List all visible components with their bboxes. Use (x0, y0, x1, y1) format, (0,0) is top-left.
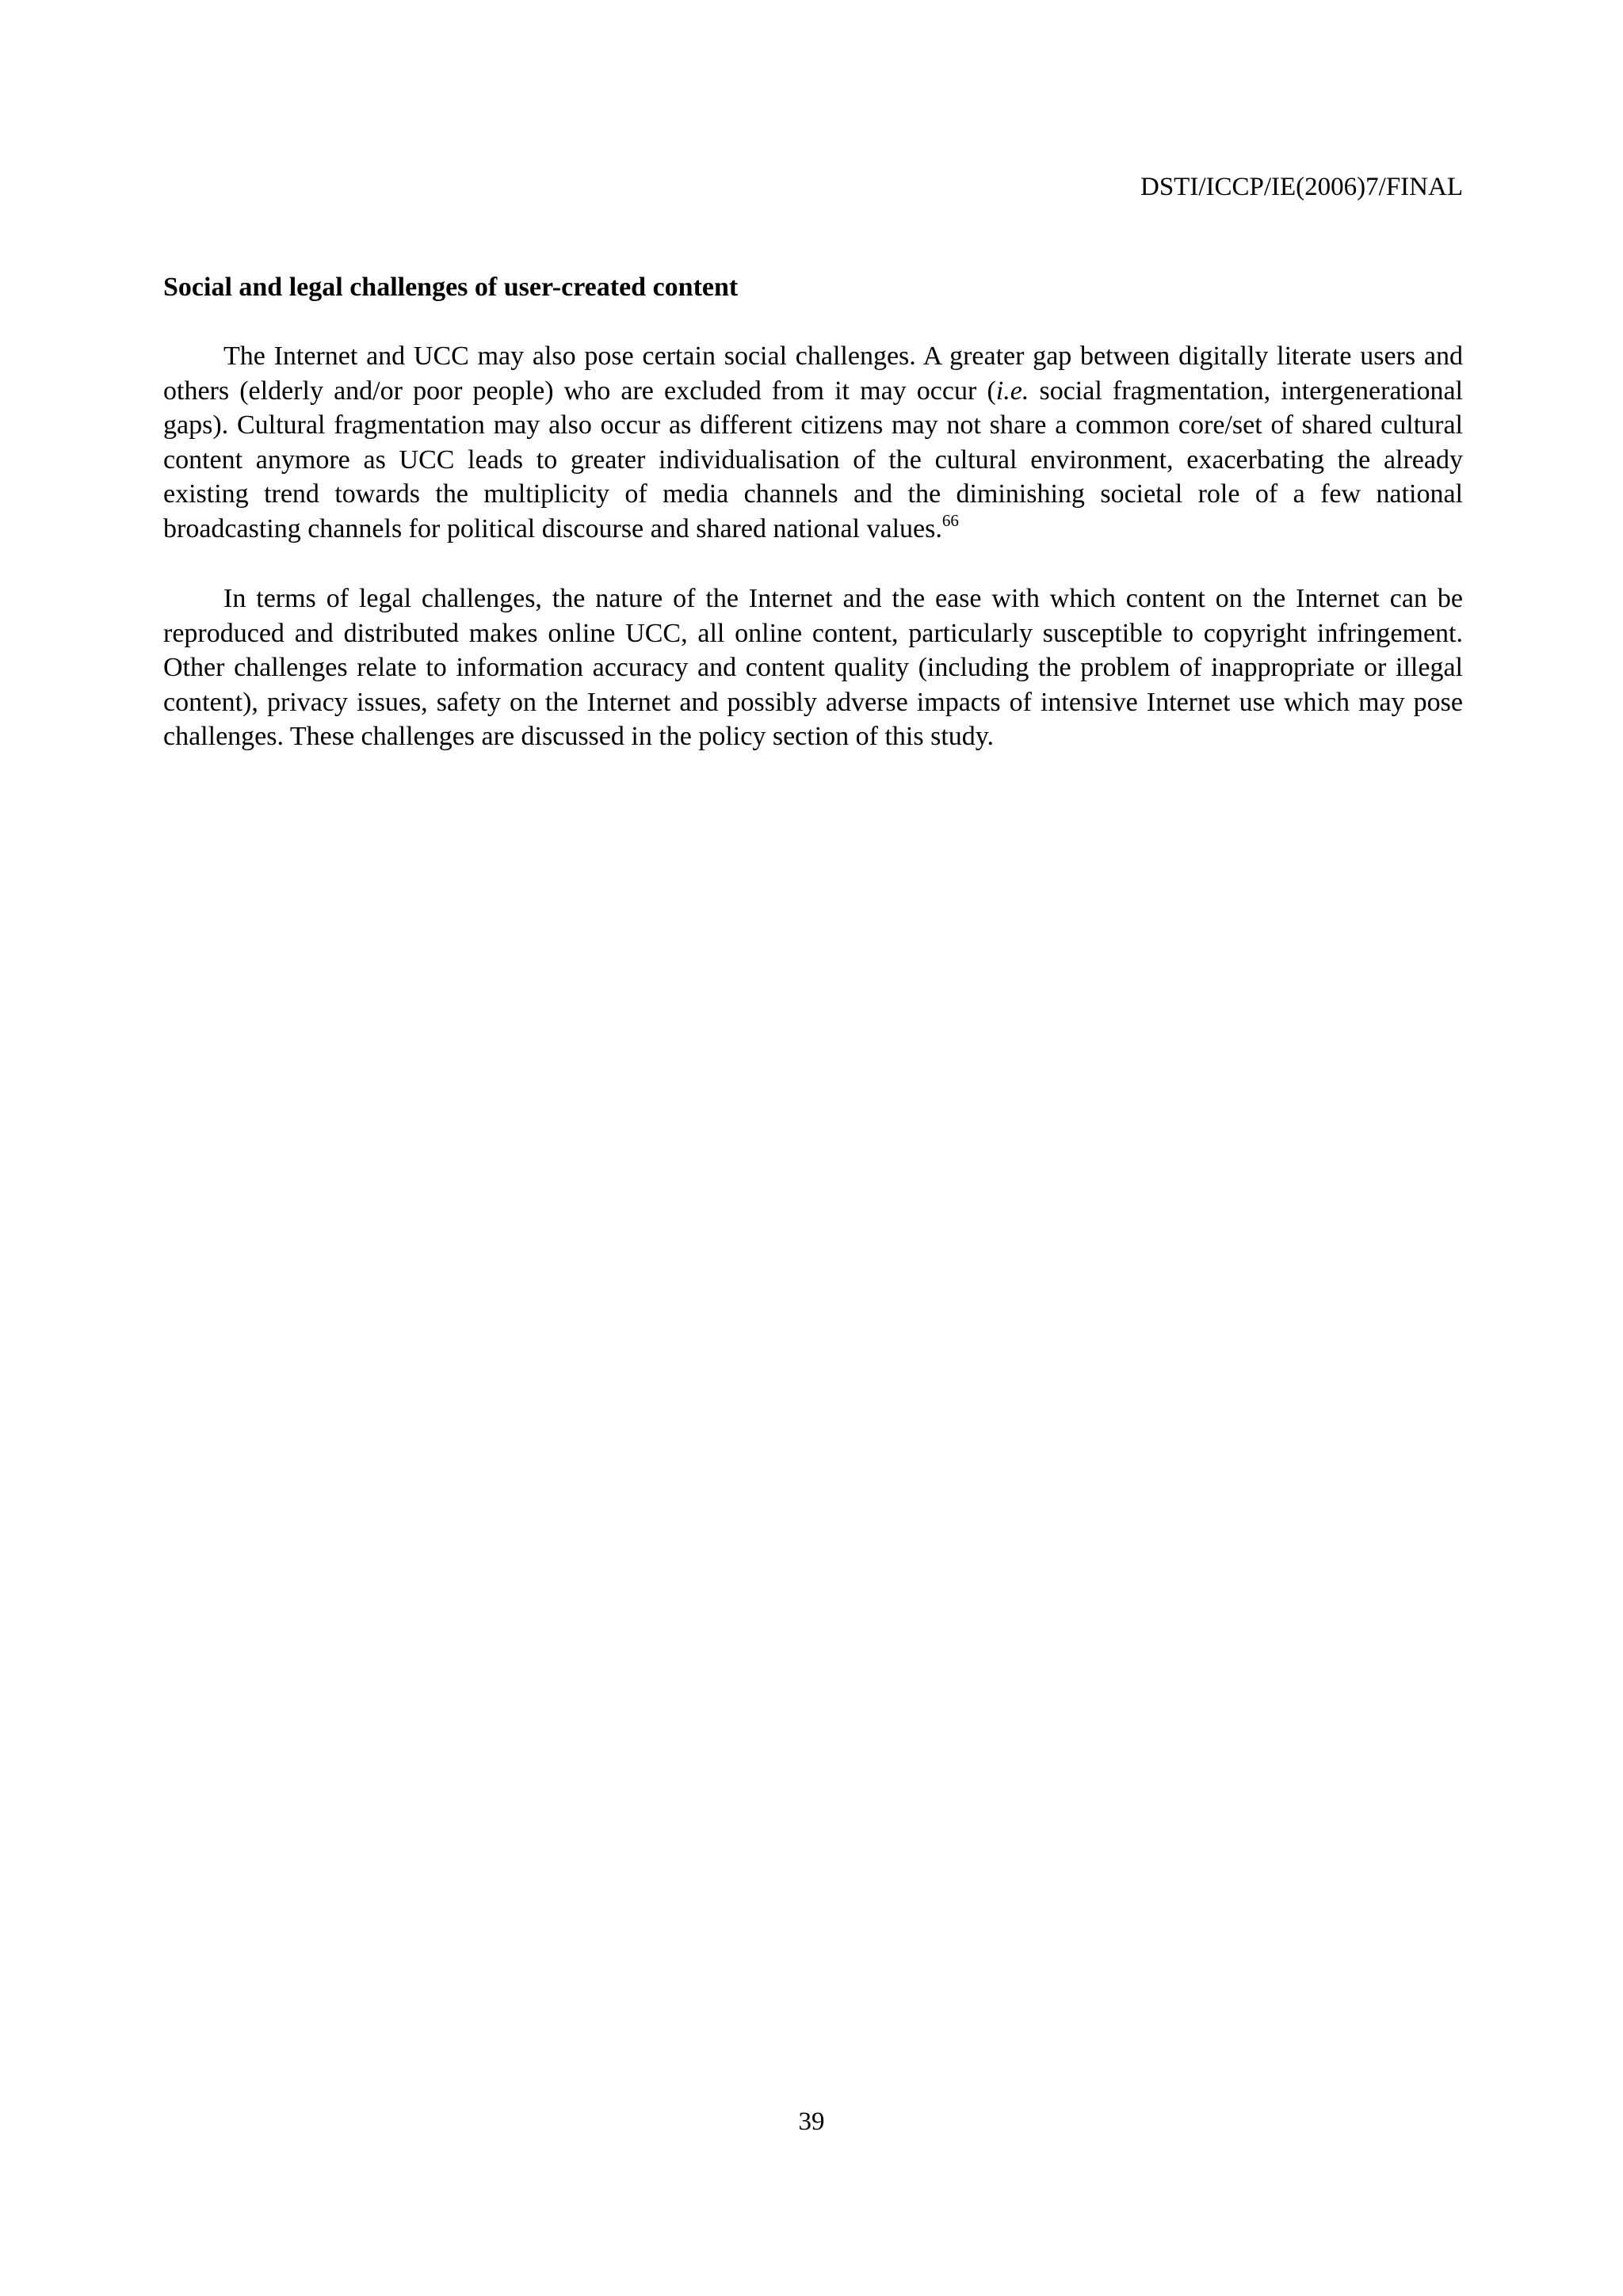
section-heading: Social and legal challenges of user-created content (163, 273, 739, 302)
paragraph-text: The Internet and UCC may also pose certain social challenges. A greater gap between digitally literate users and others (elderly and/or poor people) who are excluded from it may occur ( (163, 341, 1463, 406)
page-number: 39 (798, 2107, 825, 2136)
footnote-reference[interactable]: 66 (941, 510, 959, 530)
paragraph-text: social fragmentation, intergenerational gaps). Cultural fragmentation may also occur as different citizens may not share a common core/set of shared cultural content anymore as UCC leads to greater individualisation of the cultural environment, exacerbating the already existing trend towards the multiplicity of media channels and the diminishing societal role of a few national broadcasting channels for political discourse and shared national values. (163, 376, 1463, 543)
page-content (163, 271, 1463, 790)
paragraph-social-challenges (163, 339, 1463, 546)
italic-abbreviation: i.e. (995, 376, 1029, 406)
paragraph-legal-challenges: In terms of legal challenges, the nature of the Internet and the ease with which content on the Internet can be reproduced and distributed makes online UCC, all online content, particularly susceptible to copyright infringement. Other challenges relate to information accuracy and content quality (including the problem of inappropriate or illegal content), privacy issues, safety on the Internet and possibly adverse impacts of intensive Internet use which may pose challenges. These challenges are discussed in the policy section of this study. (163, 584, 1463, 751)
running-header-doc-code: DSTI/ICCP/IE(2006)7/FINAL (1140, 173, 1463, 201)
